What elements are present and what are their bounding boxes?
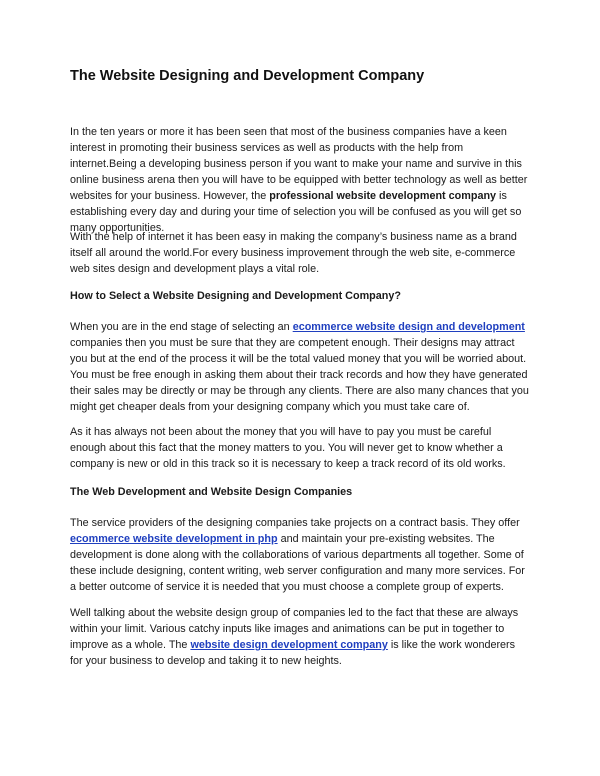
text: Well talking about the website design group of companies led to the fact that these are always within your limit. Various catchy inputs like images and animations can be put in together to improve as a whole. The — [70, 607, 519, 651]
paragraph-money — [70, 424, 530, 472]
website-design-development-link[interactable]: website design development company — [190, 639, 388, 651]
document-title: The Website Designing and Development Company — [70, 68, 425, 84]
paragraph-service — [70, 515, 530, 595]
paragraph-brand — [70, 229, 530, 277]
text: With the help of internet it has been easy in making the company’s business name as a brand itself all around the world.For every business improvement through the web site, e-commerce web sites design and development plays a vital role. — [70, 231, 517, 275]
text: and maintain your pre-existing websites. The development is done along with the collaborations of various departments all together. Some of these include designing, content writing, web server configuration and many more services. For a better outcome of service it is needed that you must choose a complete group of experts. — [70, 533, 525, 593]
paragraph-select — [70, 319, 530, 415]
section-heading-web-dev: The Web Development and Website Design Companies — [70, 486, 353, 498]
ecommerce-php-link[interactable]: ecommerce website development in php — [70, 533, 278, 545]
section-heading-select: How to Select a Website Designing and Development Company? — [70, 290, 401, 302]
text: In the ten years or more it has been seen that most of the business companies have a keen interest in promoting their business services as well as products with the help from internet.Being a developing business person if you want to make your name and survive in this online business arena then you will have to be equipped with better technology as well as better websites for your business. However, the — [70, 126, 528, 202]
text: is establishing every day and during your time of selection you will be confused as you will get so many opportunities. — [70, 190, 522, 234]
text: When you are in the end stage of selecting an — [70, 321, 293, 333]
paragraph-group — [70, 605, 530, 669]
ecommerce-design-link[interactable]: ecommerce website design and development — [292, 321, 525, 333]
text: is like the work wonderers for your business to develop and taking it to new heights. — [70, 639, 516, 667]
text: The service providers of the designing companies take projects on a contract basis. They offer — [70, 517, 520, 529]
paragraph-intro — [70, 124, 530, 236]
text: As it has always not been about the money that you will have to pay you must be careful enough about this fact that the money matters to you. You will never get to know whether a company is new or old in this track so it is necessary to keep a track record of its old works. — [70, 426, 506, 470]
text: companies then you must be sure that they are competent enough. Their designs may attract you but at the end of the process it will be the total valued money that you will be worried about. You must be free enough in asking them about their track records and how they have generated their sales may be directly or may be through any clients. There are also many chances that you might get cheaper deals from your designing company which you must take care of. — [70, 337, 529, 413]
bold-text: professional website development company — [269, 190, 497, 202]
